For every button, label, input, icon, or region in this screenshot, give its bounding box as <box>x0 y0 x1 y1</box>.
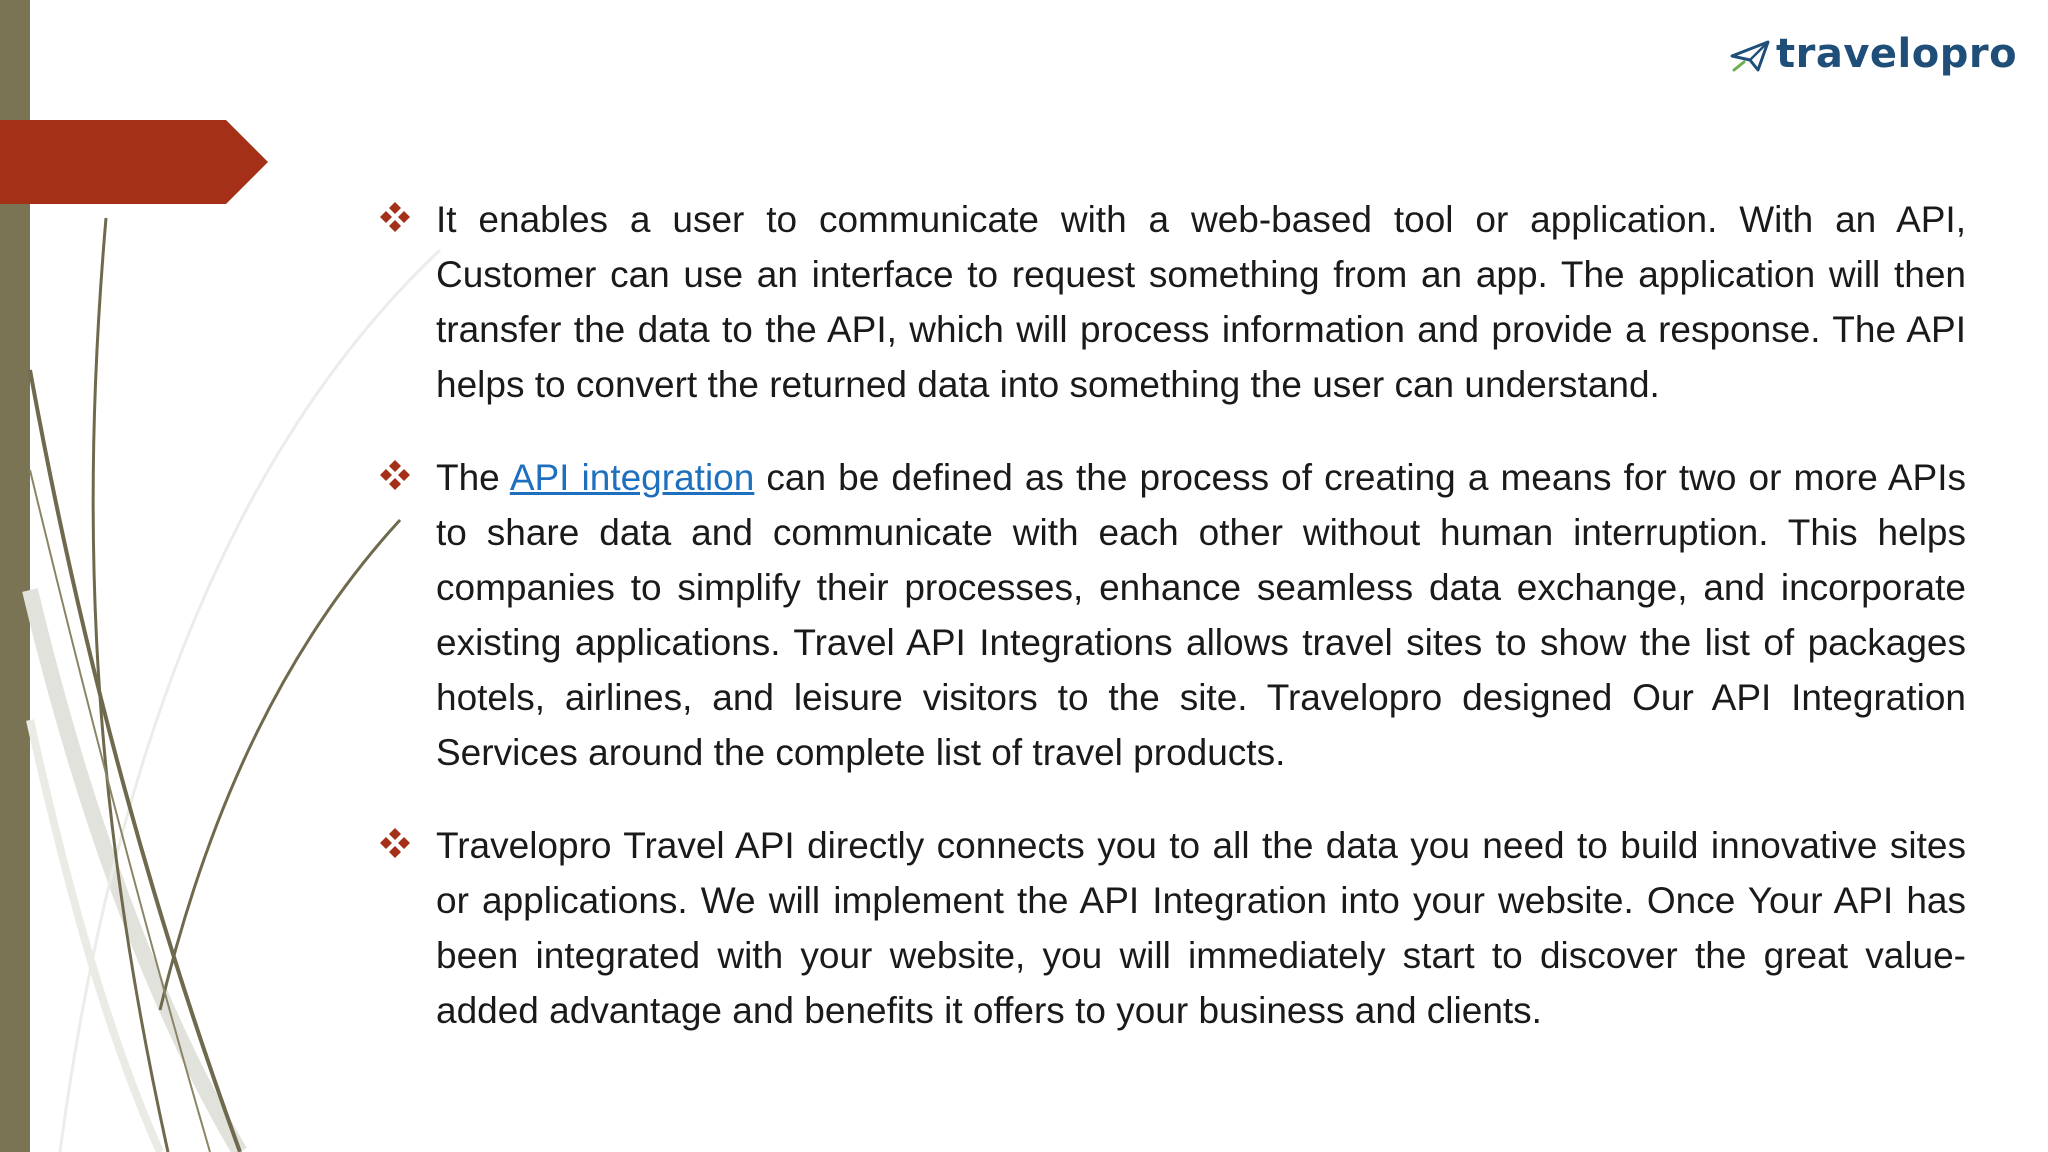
travelopro-logo <box>1730 31 2018 77</box>
bullet-item <box>378 192 1966 412</box>
bullet-text: It enables a user to communicate with a web-based tool or application. With an API, Customer can use an interface to request something from an app. The application will then transfer the data to the API, which will process information and provide a response. The API helps to convert the returned data into something the user can understand. <box>436 199 1966 405</box>
diamond-cluster-icon <box>378 458 412 492</box>
bullet-list <box>378 192 1966 1076</box>
logo-wordmark: travelopro <box>1776 31 2018 77</box>
decor-curve-olive-1 <box>30 370 240 1152</box>
diamond-cluster-icon <box>378 826 412 860</box>
bullet-text <box>436 450 1966 780</box>
decor-curve-olive-3 <box>160 520 400 1010</box>
bullet-text: Travelopro Travel API directly connects you to all the data you need to build innovative sites or applications. We will implement the API Integration into your website. Once Your API has been integrated with your website, you will immediately start to discover the great value-added advantage and benefits it offers to your business and clients. <box>436 825 1966 1031</box>
bullet-text-suffix: can be defined as the process of creating a means for two or more APIs to share data and communicate with each other without human interruption. This helps companies to simplify their processes, enhance seamless data exchange, and incorporate existing applications. Travel API Integrations allows travel sites to show the list of packages hotels, airlines, and leisure visitors to the site. Travelopro designed Our API Integration Services around the complete list of travel products. <box>436 457 1966 773</box>
api-integration-link[interactable]: API integration <box>509 457 755 498</box>
red-arrow-banner <box>0 120 268 204</box>
paper-plane-icon <box>1730 38 1770 74</box>
bullet-item <box>378 450 1966 780</box>
diamond-cluster-icon <box>378 200 412 234</box>
bullet-text-prefix: The <box>436 457 510 498</box>
bullet-item <box>378 818 1966 1038</box>
